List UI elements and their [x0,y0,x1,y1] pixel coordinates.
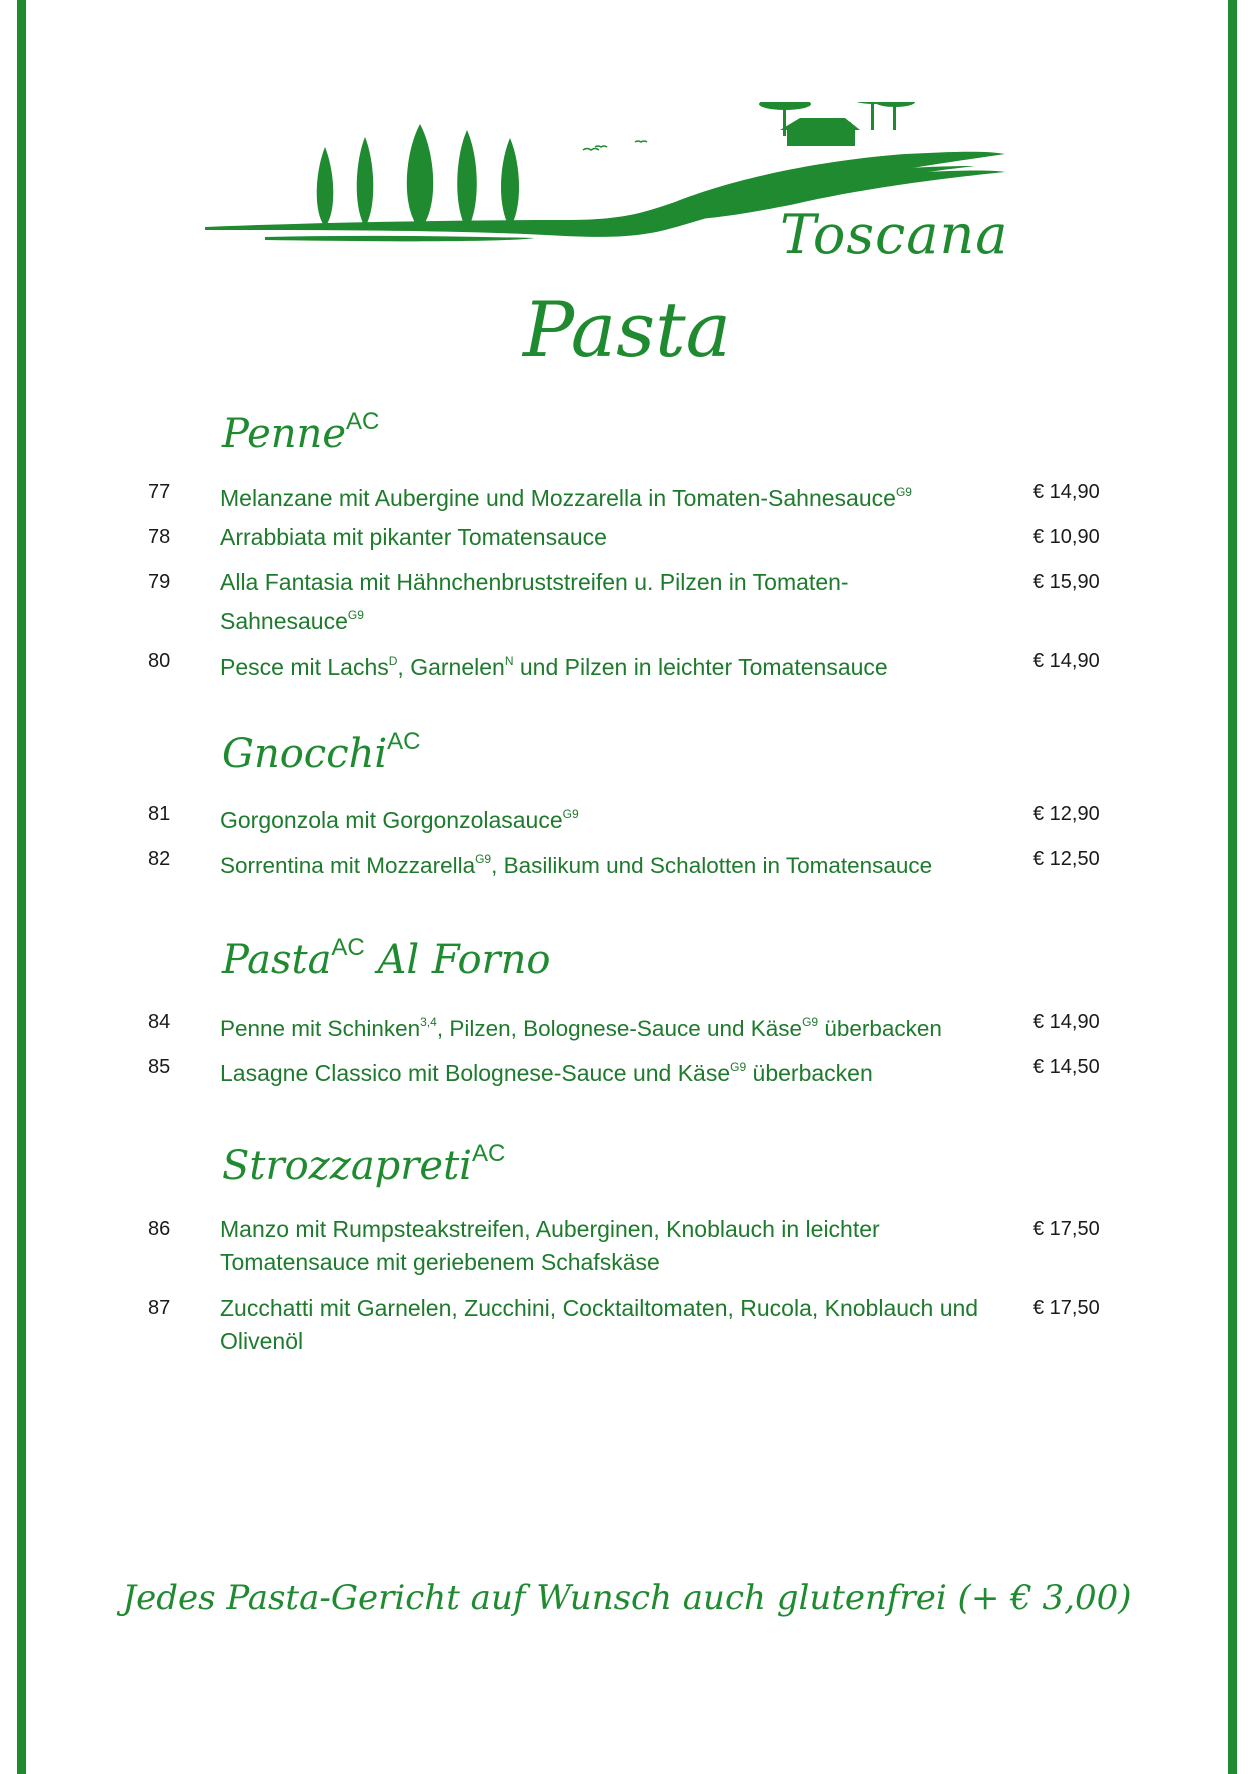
item-number: 81 [148,803,171,825]
section-name: Penne [222,411,346,457]
item-name-text: Sorrentina mit Mozzarella [220,853,476,878]
item-price: € 14,90 [1033,650,1100,672]
page-border-left [17,0,26,1774]
item-number: 80 [148,650,171,672]
item-number: 86 [148,1218,171,1240]
allergen-sup: AC [331,934,365,961]
brand-name: Toscana [780,203,1009,266]
section-name: Strozzapreti [222,1143,472,1189]
allergen-sup: G9 [895,485,912,499]
item-price: € 14,50 [1033,1056,1100,1078]
item-name-text: Penne mit Schinken [220,1016,421,1041]
section-name: Pasta [222,937,332,983]
item-name [220,798,1010,837]
allergen-sup: D [388,654,398,668]
item-number: 78 [148,526,171,548]
item-price: € 15,90 [1033,571,1100,593]
item-name-text: Gorgonzola mit Gorgonzolasauce [220,807,563,833]
section-title-strozzapreti [222,1140,505,1189]
item-number: 82 [148,848,171,870]
item-number: 84 [148,1011,171,1033]
allergen-sup: AC [345,408,380,435]
allergen-sup: G9 [347,608,364,622]
section-name-suffix: Al Forno [364,937,551,983]
item-name: Zucchatti mit Garnelen, Zucchini, Cocktailtomaten, Rucola, Knoblauch und Olivenöl [220,1295,979,1354]
item-name [220,566,940,638]
cypress-tree-icon [317,124,519,230]
section-name: Gnocchi [222,731,388,777]
bird-icon [583,141,647,150]
section-title-penne [222,408,379,457]
item-name [220,843,1020,882]
allergen-sup: AC [471,1140,506,1167]
allergen-sup: G9 [475,852,492,866]
item-name-text: , Pilzen, Bolognese-Sauce und Käse [436,1016,803,1041]
item-price: € 12,90 [1033,803,1100,825]
item-price: € 10,90 [1033,526,1100,548]
page-border-right [1228,0,1237,1774]
allergen-sup: AC [387,728,421,755]
item-name-text: Lasagne Classico mit Bolognese-Sauce und Käse [220,1060,731,1086]
item-name [220,476,1010,515]
item-name [220,1006,1020,1045]
page-title: Pasta [523,285,731,374]
allergen-sup: G9 [730,1060,747,1074]
item-name-text: , Basilikum und Schalotten in Tomatensauce [491,853,933,878]
section-title-pasta-al-forno [222,934,551,983]
allergen-sup: G9 [562,807,579,821]
allergen-sup: G9 [802,1015,819,1029]
item-name: Manzo mit Rumpsteakstreifen, Auberginen, Knoblauch in leichter Tomatensauce mit geriebenem Schafskäse [220,1216,880,1275]
item-name-text: Melanzane mit Aubergine und Mozzarella in Tomaten-Sahnesauce [220,485,896,511]
item-name-text: überbacken [818,1016,942,1041]
item-number: 87 [148,1297,171,1319]
allergen-sup: N [504,654,514,668]
item-number: 79 [148,571,171,593]
item-name-text: überbacken [746,1060,873,1086]
gluten-free-note: Jedes Pasta-Gericht auf Wunsch auch glutenfrei (+ € 3,00) [122,1578,1132,1618]
allergen-sup: 3,4 [420,1015,437,1029]
item-price: € 14,90 [1033,481,1100,503]
item-name-text: Alla Fantasia mit Hähnchenbruststreifen u. Pilzen in Tomaten-Sahnesauce [220,569,849,634]
item-name-text: Pesce mit Lachs [220,654,389,680]
item-number: 85 [148,1056,171,1078]
item-name [220,645,1010,684]
item-name: Arrabbiata mit pikanter Tomatensauce [220,524,607,550]
item-price: € 12,50 [1033,848,1100,870]
item-name [220,1051,1010,1090]
farmhouse-icon [780,118,860,146]
item-price: € 17,50 [1033,1218,1100,1240]
item-name-text: , Garnelen [397,654,505,680]
item-number: 77 [148,481,171,503]
item-name-text: und Pilzen in leichter Tomatensauce [513,654,888,680]
item-price: € 14,90 [1033,1011,1100,1033]
item-price: € 17,50 [1033,1297,1100,1319]
section-title-gnocchi [222,728,421,777]
